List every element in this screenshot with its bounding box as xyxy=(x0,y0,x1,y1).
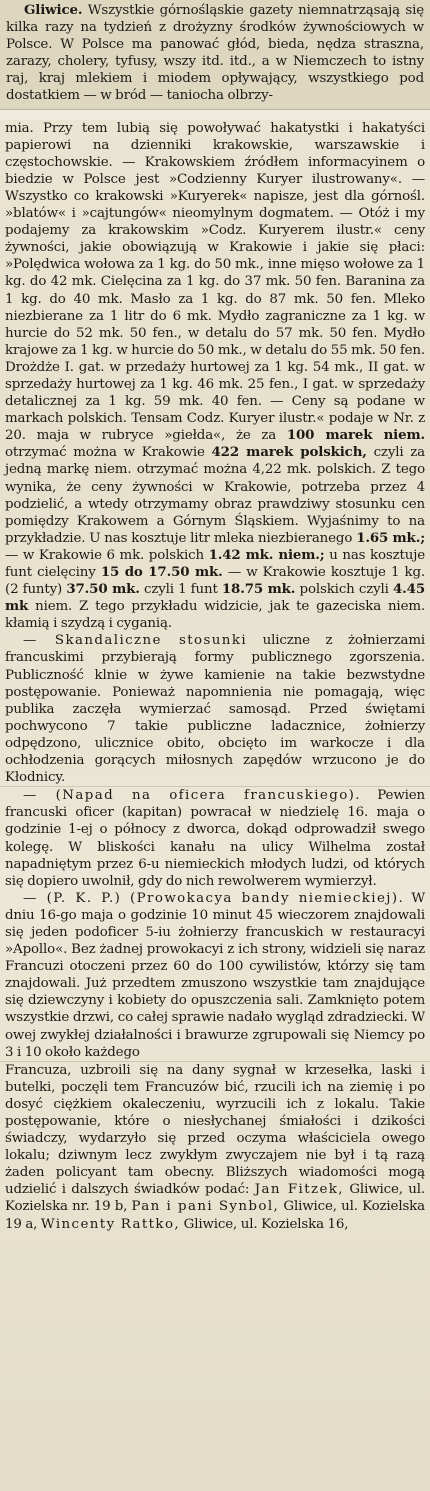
witness-3-name: Wincenty Rattko, xyxy=(40,1216,181,1232)
witness-1-name: Jan Fitzek, xyxy=(254,1182,344,1198)
header-paragraph xyxy=(6,2,424,105)
prices-text-6: — w Krakowie kosztuje 1 kg. (2 funty) xyxy=(5,565,425,598)
prices-bold-7: 18.75 mk. xyxy=(221,581,296,598)
prices-text-9: niem. Z tego przykładu widzicie, jak te gazeciska niem. kłamią i szydzą i cyganią. xyxy=(5,599,425,632)
prices-bold-5: 15 do 17.50 mk. xyxy=(100,564,223,580)
provocation-text: W dniu 16-go maja o godzinie 10 minut 45 wieczorem znajdowali się jeden podoficer 5-iu żołnierzy francuskich w restauracyi »Apollo«. Bez żadnej prowokacyi z ich strony, widzieli się naraz Francuzi otoczeni przez 60 do 100 cywilistów, którzy się tam znajdowali. Już przedtem zmuszono wszystkie tam znajdujące się dziewczyny i kobiety do opuszczenia sali. Zamknięto potem wszystkie drzwi, co całej sprawie nadało wygląd zdradziecki. W owej zwykłej działalności i brawurze zgrupowali się Niemcy po 3 i 10 około każdego xyxy=(5,890,425,1060)
attack-heading: — (Napad na oficera francuskiego). xyxy=(23,788,361,804)
header-strip xyxy=(0,0,430,110)
scandal-text: uliczne z żołnierzami francuskimi przybierają formy publicznego zgorszenia. Publiczność klnie w żywe kamienie na takie bezwstydne postępowanie. Ponieważ napomnienia nie pomagają, więc publika zaczęła wymierzać samosąd. Przed świętami pochwycono 7 takie publiczne ladacznice, żołnierzy odpędzono, ulicznice obito, obcięto im warkocze i dla ochłodzenia gorących miłosnych zapędów wrzucono je do Kłodnicy. xyxy=(5,633,426,786)
prices-bold-6: 37.50 mk. xyxy=(66,581,140,598)
prices-text-8: polskich czyli xyxy=(299,582,389,598)
prices-bold-2: 422 marek polskich, xyxy=(211,444,367,461)
article-body xyxy=(5,120,425,1233)
witness-2-name: Pan i pani Synbol, xyxy=(131,1199,280,1215)
prices-text-4: — w Krakowie 6 mk. polskich xyxy=(5,547,204,563)
prices-bold-8: 4.45 mk xyxy=(5,581,425,615)
paragraph-scandal xyxy=(5,632,425,786)
paragraph-prices xyxy=(5,120,425,633)
prices-text-2: otrzymać można w Krakowie xyxy=(5,445,205,461)
paragraph-provocation xyxy=(5,890,425,1061)
prices-bold-3: 1.65 mk.; xyxy=(356,529,425,546)
continuation-text: Francuza, uzbroili się na dany sygnał w krzesełka, laski i butelki, poczęli tem Francuzów bić, rzucili ich na ziemię i po dosyć ciężkiem okaleczeniu, wyrzucili ich z lokalu. Takie postępowanie, które o niesłychanej śmiałości i dzikości świadczy, wydarzyło się przed oczyma właściciela owego lokalu; dziwnym lecz zwykłym zwyczajem nie był i tą razą żaden policyant tam obecny. Bliższych wiadomości mogą udzielić i dalszych świadków podać: xyxy=(5,1062,425,1198)
prices-text-5: u nas kosztuje funt cielęciny xyxy=(5,547,426,580)
place-name: Gliwice. xyxy=(24,2,83,18)
prices-bold-1: 100 marek niem. xyxy=(286,427,425,444)
paragraph-attack xyxy=(5,787,425,890)
prices-text-7: czyli 1 funt xyxy=(143,582,218,598)
scandal-heading: — Skandaliczne stosunki xyxy=(23,633,248,649)
witness-3-address: Gliwice, ul. Kozielska 16, xyxy=(183,1216,349,1232)
prices-text-3: czyli za jedną markę niem. otrzymać można 4,22 mk. polskich. Z tego wynika, że ceny żywności w Krakowie, potrzeba przez 4 podzielić, a wtedy otrzymamy obraz prawdziwy stosunku cen pomiędzy Krakowem a Górnym Śląskiem. Wyjaśnimy to na przykładzie. U nas kosztuje litr mleka niezbieranego xyxy=(5,445,425,546)
provocation-heading: — (P. K. P.) (Prowokacya bandy niemieckiej). xyxy=(23,890,405,906)
attack-text: Pewien francuski oficer (kapitan) powracał w niedzielę 16. maja o godzinie 1-ej o północy z dworca, dokąd odprowadził swego kolegę. W bliskości kanału na ulicy Wilhelma został napadniętym przez 6-u niemieckich młodych ludzi, od których się dopiero uwolnił, gdy do nich rewolwerem wymierzył. xyxy=(5,788,426,889)
witness-2-address: Gliwice, ul. Kozielska 19 a, xyxy=(5,1199,425,1232)
witness-1-address: Gliwice, ul. Kozielska nr. 19 b, xyxy=(5,1182,426,1215)
prices-text: mia. Przy tem lubią się powoływać hakatystki i hakatyści papierowi na dzienniki krakowskie, warszawskie i częstochowskie. — Krakowskiem źródłem informacyinem o biedzie w Polsce jest »Codzienny Kuryer ilustrowany«. — Wszystko co krakowski »Kuryerek« napisze, jest dla górnośl. »blatów« i »cajtungów« nieomylnym dogmatem. — Otóż i my podajemy za krakowskim »Codz. Kuryerem ilustr.« ceny żywności, jakie obowiązują w Krakowie i jakie się płaci: »Polędwica wołowa za 1 kg. do 50 mk., inne mięso wołowe za 1 kg. do 42 mk. Cielęcina za 1 kg. do 37 mk. 50 fen. Baranina za 1 kg. do 40 mk. Masło za 1 kg. do 87 mk. 50 fen. Mleko niezbierane za 1 litr do 6 mk. Mydło zagraniczne za 1 kg. w hurcie do 52 mk. 50 fen., w detalu do 57 mk. 50 fen. Mydło krajowe za 1 kg. w hurcie do 50 mk., w detalu do 55 mk. 50 fen. Drożdże I. gat. w przedaży hurtowej za 1 kg. 54 mk., II gat. w sprzedaży hurtowej za 1 kg. 46 mk. 25 fen., I gat. w sprzedaży detalicznej za 1 kg. 59 mk. 40 fen. — Ceny są podane w markach polskich. Tensam Codz. Kuryer ilustr.« podaje w Nr. z 20. maja w rubryce »giełda«, że za xyxy=(5,120,425,444)
clipping-gap xyxy=(0,110,430,120)
prices-bold-4: 1.42 mk. niem.; xyxy=(208,546,325,563)
paragraph-continuation xyxy=(5,1062,425,1233)
header-text: Wszystkie górnośląskie gazety niemnatrząsają się kilka razy na tydzień z drożyzny środków żywnościowych w Polsce. W Polsce ma panować głód, bieda, nędza straszna, zarazy, cholery, tyfusy, wszy itd. itd., a w Niemczech to istny raj, kraj mlekiem i miodem opływający, wszystkiego pod dostatkiem — w bród — taniocha olbrzy- xyxy=(6,3,424,104)
